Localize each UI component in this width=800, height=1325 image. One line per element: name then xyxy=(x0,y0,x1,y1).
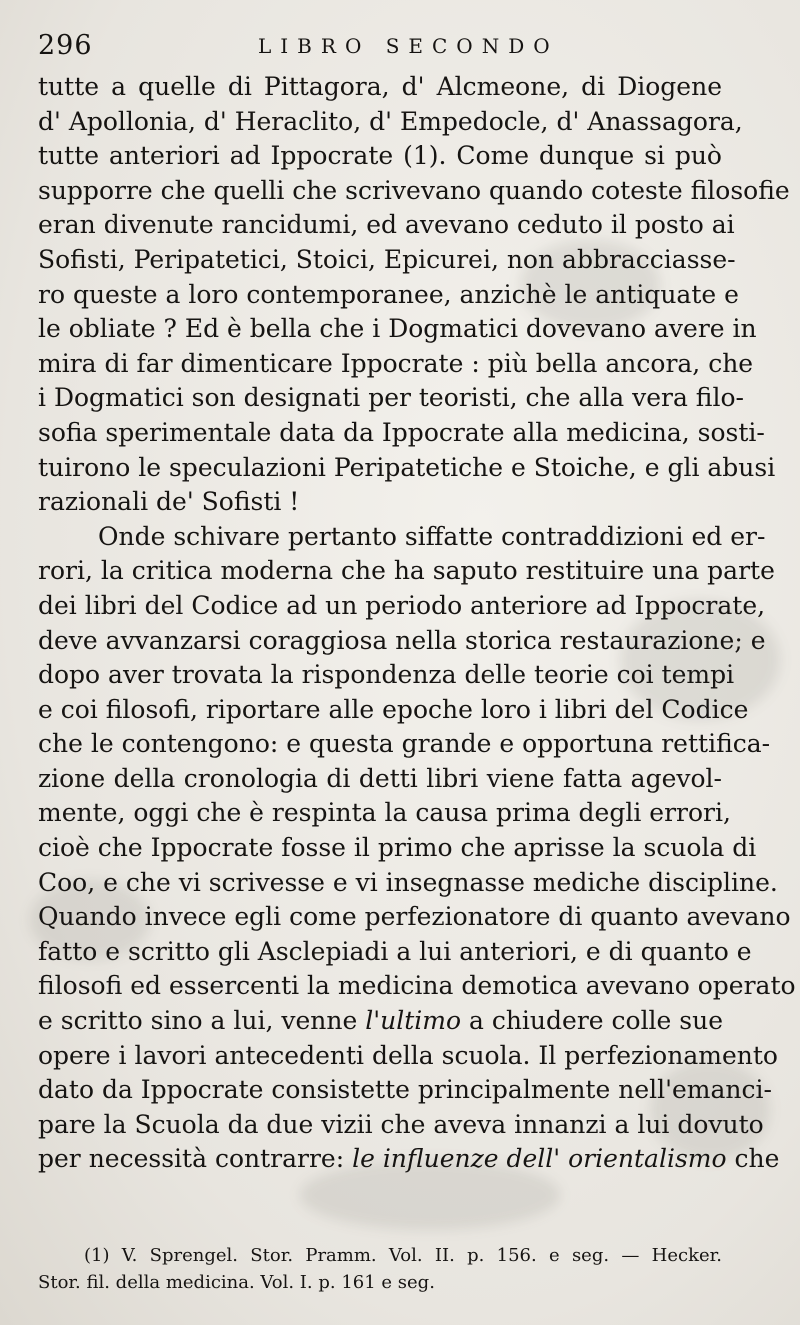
text-line: Sofisti, Peripatetici, Stoici, Epicurei, non abbracciasse- xyxy=(38,244,736,274)
text-line: Coo, e che vi scrivesse e vi insegnasse mediche discipline. xyxy=(38,867,778,897)
text-line: ro queste a loro contemporanee, anzichè le antiquate e xyxy=(38,279,739,309)
text-run: per necessità contrarre: xyxy=(38,1144,345,1174)
page-number: 296 xyxy=(38,30,93,61)
text-line: che le contengono: e questa grande e opportuna rettifica- xyxy=(38,729,771,759)
running-head: LIBRO SECONDO xyxy=(258,34,559,58)
text-line: le obliate ? Ed è bella che i Dogmatici dovevano avere in xyxy=(38,314,757,344)
text-run: a chiudere colle sue xyxy=(468,1006,724,1036)
text-line xyxy=(38,1004,722,1039)
text-line: rori, la critica moderna che ha saputo restituire una parte xyxy=(38,556,775,586)
text-line: d' Apollonia, d' Heraclito, d' Empedocle, d' Anassagora, xyxy=(38,106,743,136)
text-line: dei libri del Codice ad un periodo anteriore ad Ippocrate, xyxy=(38,590,766,620)
footnotes xyxy=(38,1242,722,1296)
body-text xyxy=(38,70,796,1177)
italic-phrase: le influenze dell' orientalismo xyxy=(352,1144,727,1174)
text-line: Onde schivare pertanto siffatte contraddizioni ed er- xyxy=(98,521,766,551)
text-line: opere i lavori antecedenti della scuola. Il perfezionamento xyxy=(38,1040,778,1070)
text-line: deve avvanzarsi coraggiosa nella storica restaurazione; e xyxy=(38,625,766,655)
text-line: eran divenute rancidumi, ed avevano ceduto il posto ai xyxy=(38,210,735,240)
text-line: tutte anteriori ad Ippocrate (1). Come dunque si può xyxy=(38,141,722,171)
text-line: i Dogmatici son designati per teoristi, che alla vera filo- xyxy=(38,383,744,413)
text-line: cioè che Ippocrate fosse il primo che aprisse la scuola di xyxy=(38,833,757,863)
page-header xyxy=(38,30,770,70)
text-run: che xyxy=(734,1144,780,1174)
text-line: dato da Ippocrate consistette principalmente nell'emanci- xyxy=(38,1075,772,1105)
text-line: Quando invece egli come perfezionatore di quanto avevano xyxy=(38,902,791,932)
footnote-line: (1) V. Sprengel. Stor. Pramm. Vol. II. p. 156. e seg. — Hecker. xyxy=(84,1245,722,1266)
text-run: e scritto sino a lui, venne xyxy=(38,1006,358,1036)
text-line: sofia sperimentale data da Ippocrate alla medicina, sosti- xyxy=(38,417,765,447)
text-line: tuirono le speculazioni Peripatetiche e Stoiche, e gli abusi xyxy=(38,452,776,482)
text-line: pare la Scuola da due vizii che aveva innanzi a lui dovuto xyxy=(38,1109,764,1139)
text-line: razionali de' Sofisti ! xyxy=(38,487,300,517)
text-line: mente, oggi che è respinta la causa prima degli errori, xyxy=(38,798,731,828)
text-line: zione della cronologia di detti libri viene fatta agevol- xyxy=(38,763,722,793)
text-line: mira di far dimenticare Ippocrate : più bella ancora, che xyxy=(38,348,754,378)
footnote-line: Stor. fil. della medicina. Vol. I. p. 161 e seg. xyxy=(38,1272,435,1293)
text-line: tutte a quelle di Pittagora, d' Alcmeone, di Diogene xyxy=(38,72,722,101)
text-line: filosofi ed essercenti la medicina demotica avevano operato xyxy=(38,971,796,1001)
text-line: supporre che quelli che scrivevano quando coteste filosofie xyxy=(38,175,790,205)
text-line: e coi filosofi, riportare alle epoche loro i libri del Codice xyxy=(38,694,749,724)
italic-phrase: l'ultimo xyxy=(365,1006,462,1036)
text-line xyxy=(38,1142,780,1177)
text-line: dopo aver trovata la rispondenza delle teorie coi tempi xyxy=(38,660,735,690)
text-line: fatto e scritto gli Asclepiadi a lui anteriori, e di quanto e xyxy=(38,936,752,966)
